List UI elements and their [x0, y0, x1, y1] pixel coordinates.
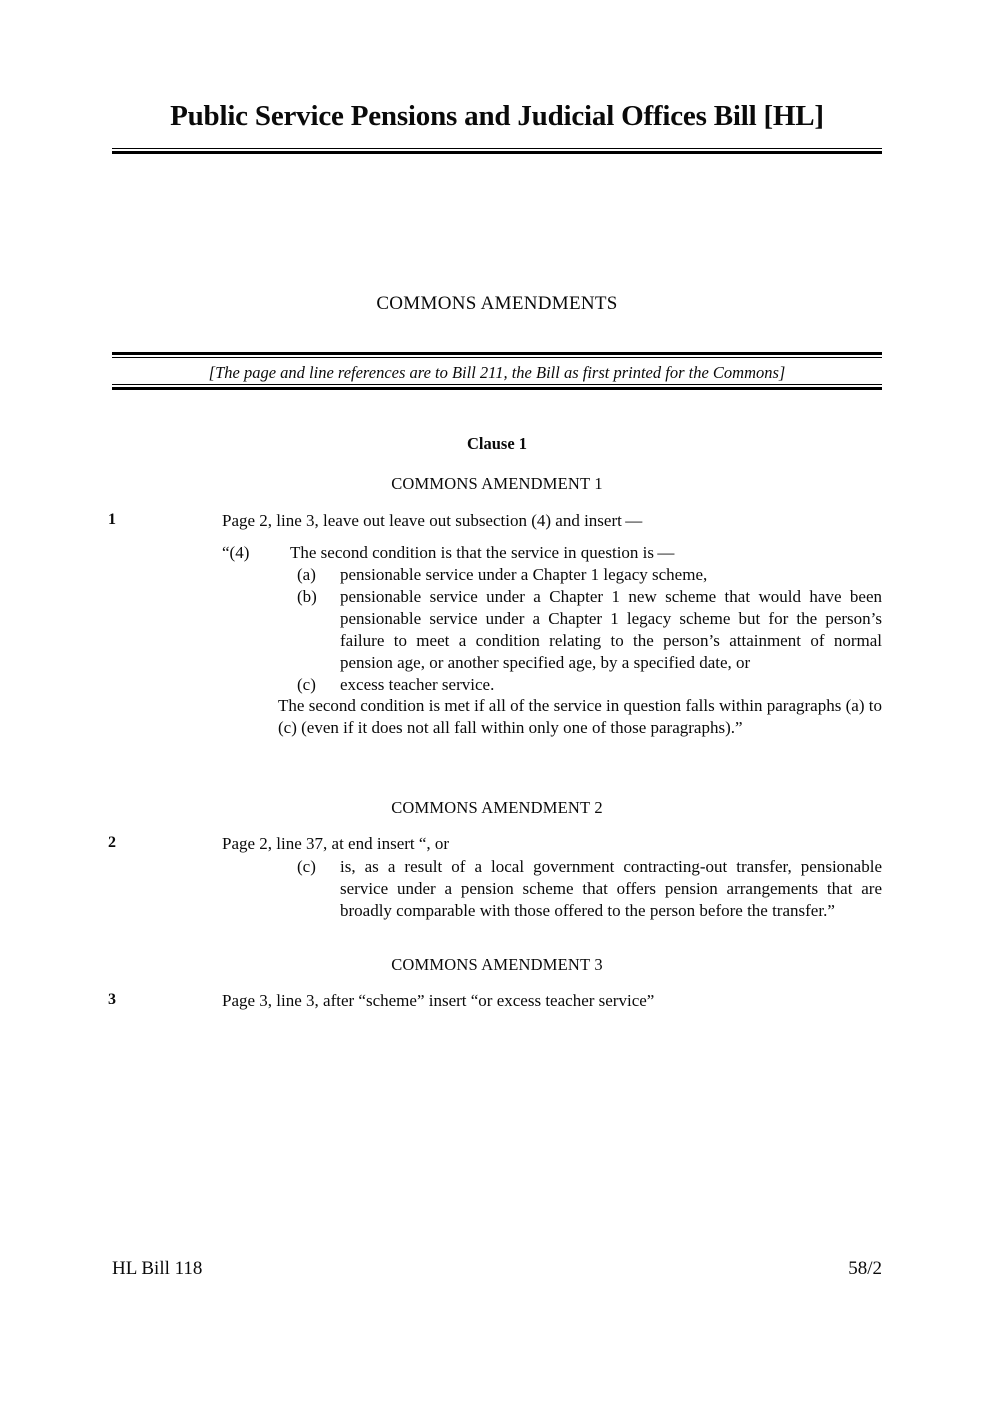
footer-bill-number: HL Bill 118 [112, 1258, 203, 1279]
quoted-item-c [222, 674, 882, 696]
page-footer [112, 1258, 882, 1280]
subsection-marker: “(4) [222, 543, 250, 562]
item-marker-2c: (c) [297, 857, 316, 876]
title-rule [112, 148, 882, 154]
amendment-number-1: 1 [108, 511, 116, 528]
quoted-item-a [222, 564, 882, 586]
amendment-heading-2: COMMONS AMENDMENT 2 [391, 798, 603, 817]
quoted-item-2c [222, 856, 882, 922]
page-title: Public Service Pensions and Judicial Offices Bill [HL] [170, 100, 824, 132]
amendment-quote-2 [222, 856, 882, 922]
item-text-a: pensionable service under a Chapter 1 legacy scheme, [340, 564, 708, 584]
item-marker-b: (b) [297, 586, 317, 606]
item-text-2c: is, as a result of a local government contracting-out transfer, pensionable service under a pension scheme that offers pension arrangements that are broadly comparable with those offered to the person before the transfer.” [340, 857, 882, 920]
note-rule-bottom-thick [112, 387, 882, 390]
item-text-b: pensionable service under a Chapter 1 new scheme that would have been pensionable service under a Chapter 1 legacy scheme but for the person’s failure to meet a condition relating to the person’s attainment of normal pension age, or another specified age, by a specified date, or [340, 586, 882, 672]
amendment-number-3: 3 [108, 991, 116, 1008]
footer-page-number: 58/2 [848, 1258, 882, 1279]
quoted-subsection-4 [222, 542, 882, 564]
note-rule-top-thin [112, 357, 882, 358]
clause-heading: Clause 1 [466, 434, 528, 453]
amendment-number-2: 2 [108, 834, 116, 851]
quoted-closing-paragraph: The second condition is met if all of the service in question falls within paragraphs (a) to (c) (even if it does not all fall within only one of those paragraphs).” [278, 696, 882, 738]
amendment-quote-1 [222, 542, 882, 739]
quoted-item-b [222, 586, 882, 674]
amendment-heading-1: COMMONS AMENDMENT 1 [391, 474, 603, 493]
item-marker-a: (a) [297, 564, 316, 584]
amendment-lead-2: Page 2, line 37, at end insert “, or [222, 834, 450, 853]
item-text-c: excess teacher service. [340, 674, 495, 694]
note-rule-bottom [112, 384, 882, 390]
item-marker-c: (c) [297, 674, 316, 694]
subsection-text: The second condition is that the service in question is — [290, 543, 675, 562]
note-rule-top [112, 352, 882, 358]
amendment-lead-3: Page 3, line 3, after “scheme” insert “or excess teacher service” [222, 991, 655, 1010]
amendment-lead-1: Page 2, line 3, leave out leave out subsection (4) and insert — [222, 511, 643, 530]
amendment-heading-3: COMMONS AMENDMENT 3 [391, 955, 603, 974]
title-rule-thick [112, 151, 882, 154]
section-title: COMMONS AMENDMENTS [376, 293, 618, 314]
reference-note: [The page and line references are to Bill 211, the Bill as first printed for the Commons] [208, 363, 786, 382]
